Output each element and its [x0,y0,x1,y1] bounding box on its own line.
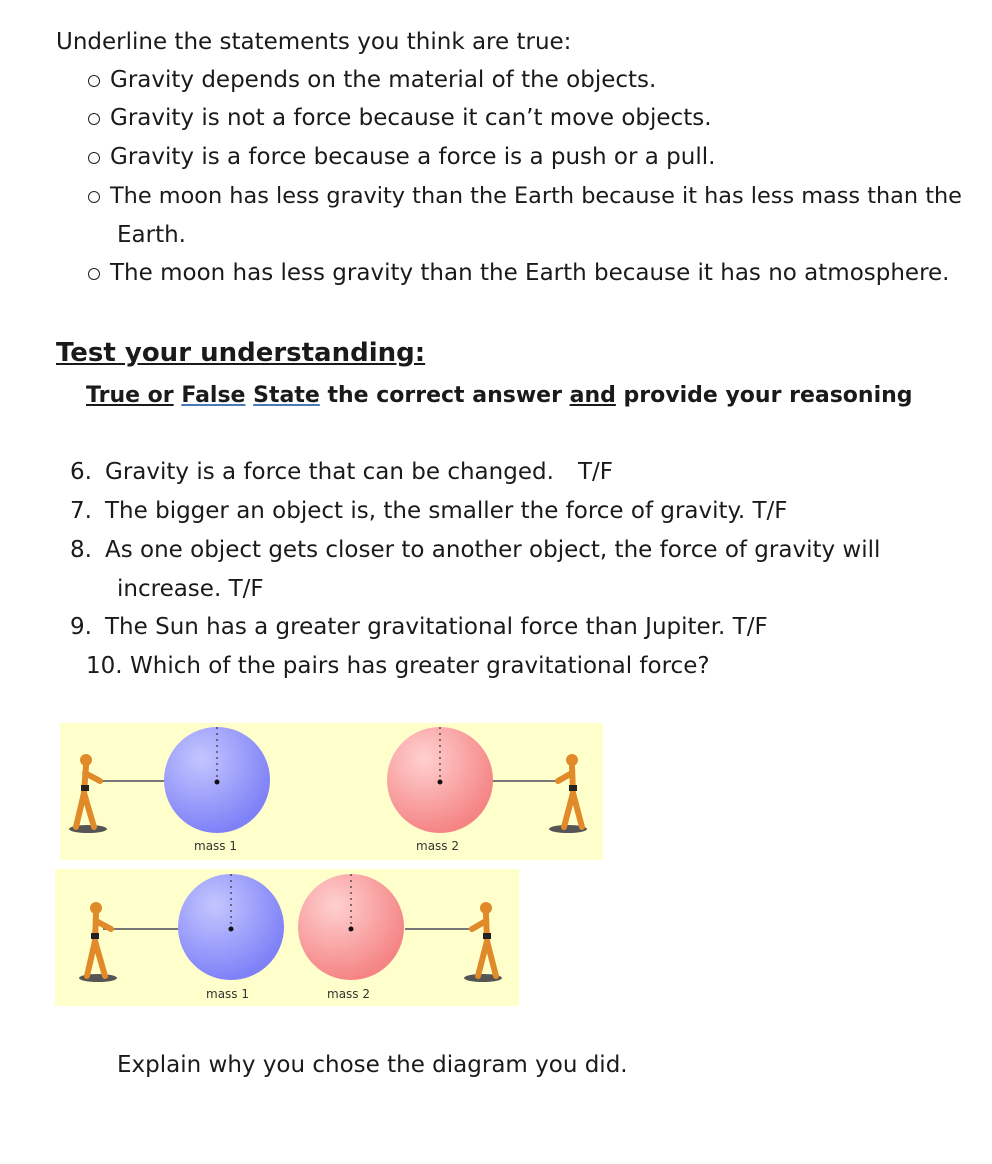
question-number: 6. [70,459,92,485]
bullet-circle-icon [88,191,100,203]
statement-1: Gravity depends on the material of the objects. [110,67,657,93]
diagram-far-apart[interactable] [60,723,603,860]
statement-2: Gravity is not a force because it can’t move objects. [110,105,712,131]
question-8-text: As one object gets closer to another object, the force of gravity will [105,537,881,563]
instructions [86,382,913,410]
right-figure-icon [549,754,587,833]
left-figure-icon [69,754,107,833]
question-number: 10. [86,653,123,679]
diagram-far-graphic [60,723,603,860]
instr-end: provide your reasoning [623,383,913,408]
explain-prompt: Explain why you chose the diagram you did. [117,1052,628,1078]
left-figure-icon [79,902,117,982]
question-number: 7. [70,498,92,524]
instr-and: and [569,383,616,408]
question-number: 9. [70,614,92,640]
bullet-circle-icon [88,268,100,280]
bullet-circle-icon [88,113,100,125]
question-6-text: Gravity is a force that can be changed. [105,459,554,485]
mass-1-label: mass 1 [206,987,249,1001]
question-8-continuation: increase. T/F [117,576,264,602]
mass-2-label: mass 2 [327,987,370,1001]
mass-1-label: mass 1 [194,839,237,853]
statement-3: Gravity is a force because a force is a push or a pull. [110,144,716,170]
bullet-circle-icon [88,75,100,87]
question-9-text: The Sun has a greater gravitational force than Jupiter. T/F [105,614,768,640]
instr-state: State [253,383,320,408]
instr-false: False [181,383,246,408]
diagram-close-together[interactable] [55,869,519,1006]
instr-mid: the correct answer [327,383,562,408]
question-10-text: Which of the pairs has greater gravitational force? [130,653,710,679]
underline-prompt: Underline the statements you think are true: [56,29,572,55]
question-7-text: The bigger an object is, the smaller the force of gravity. T/F [105,498,788,524]
statement-4: The moon has less gravity than the Earth because it has less mass than the [110,183,962,209]
diagram-close-graphic [55,869,519,1006]
question-6-tf: T/F [578,459,614,485]
bullet-circle-icon [88,152,100,164]
statement-5: The moon has less gravity than the Earth because it has no atmosphere. [110,260,950,286]
statement-4-continuation: Earth. [117,222,186,248]
instr-true-or: True or [86,383,174,408]
mass-2-label: mass 2 [416,839,459,853]
right-figure-icon [464,902,502,982]
question-number: 8. [70,537,92,563]
test-heading: Test your understanding: [56,338,426,368]
